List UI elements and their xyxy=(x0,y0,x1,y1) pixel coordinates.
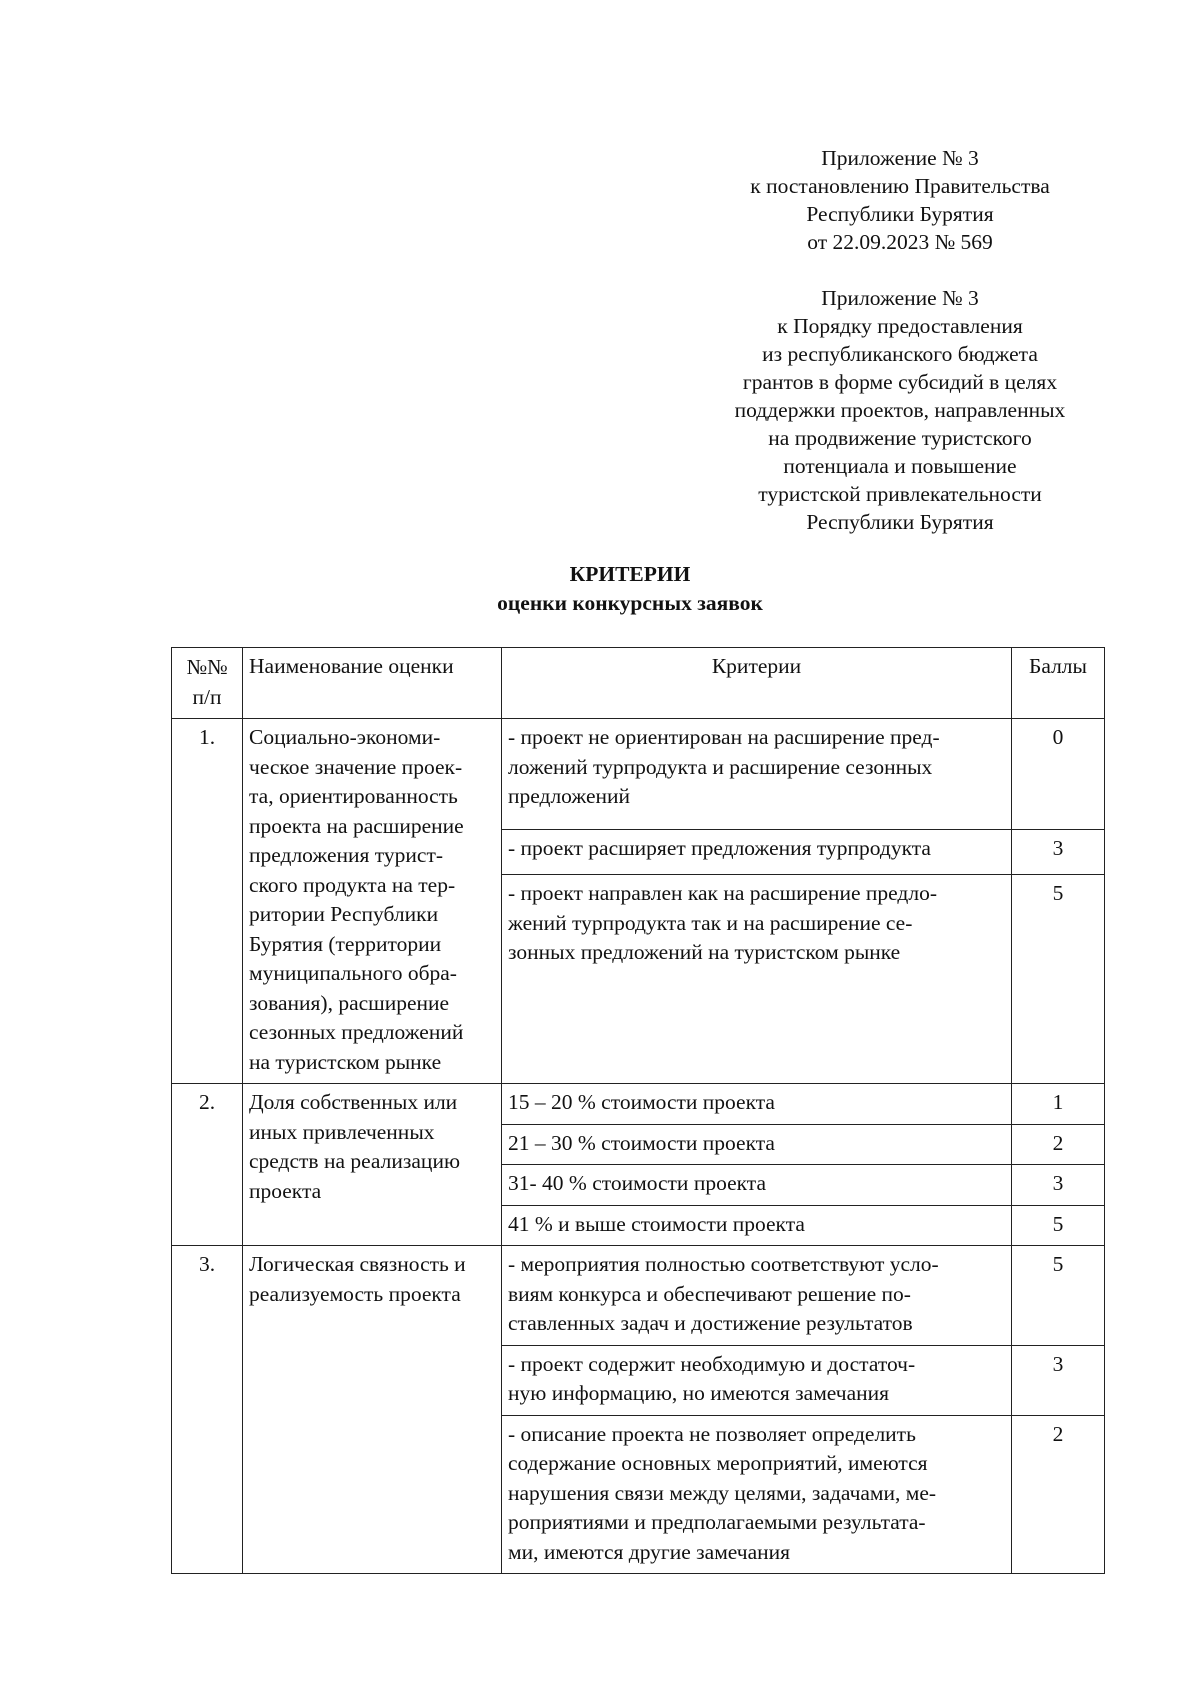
score-value: 3 xyxy=(1012,1345,1105,1415)
score-value: 5 xyxy=(1012,1246,1105,1346)
row-number: 2. xyxy=(172,1084,243,1246)
score-value: 1 xyxy=(1012,1084,1105,1125)
criterion-text: 41 % и выше стоимости проекта xyxy=(502,1205,1012,1246)
score-value: 3 xyxy=(1012,1165,1105,1206)
score-value: 2 xyxy=(1012,1124,1105,1165)
table-header-row xyxy=(172,648,1105,719)
score-value: 3 xyxy=(1012,829,1105,874)
criterion-text: - мероприятия полностью соответствуют усло- виям конкурса и обеспечивают решение по- ставленных задач и достижение результатов xyxy=(502,1246,1012,1346)
row-number: 3. xyxy=(172,1246,243,1574)
table-row xyxy=(172,1084,1105,1125)
criterion-text: - проект содержит необходимую и достаточ- ную информацию, но имеются замечания xyxy=(502,1345,1012,1415)
criterion-text: - проект направлен как на расширение предло- жений турпродукта так и на расширение се- зонных предложений на туристском рынке xyxy=(502,875,1012,1084)
table-row xyxy=(172,719,1105,830)
score-value: 2 xyxy=(1012,1415,1105,1574)
document-title-block xyxy=(0,560,1200,618)
evaluation-name: Доля собственных или иных привлеченных средств на реализацию проекта xyxy=(243,1084,502,1246)
appendix-line: Приложение № 3 xyxy=(821,146,979,170)
criterion-text: - проект не ориентирован на расширение пред- ложений турпродукта и расширение сезонных предложений xyxy=(502,719,1012,830)
appendix-line: к постановлению Правительства xyxy=(750,174,1050,198)
appendix-header-procedure xyxy=(700,284,1100,536)
appendix-line: туристской привлекательности xyxy=(758,482,1042,506)
table-row xyxy=(172,1246,1105,1346)
document-subtitle: оценки конкурсных заявок xyxy=(497,591,763,615)
score-value: 0 xyxy=(1012,719,1105,830)
document-title: КРИТЕРИИ xyxy=(569,562,691,586)
appendix-header-government-decree xyxy=(700,144,1100,256)
evaluation-name: Социально-экономи- ческое значение проек- та, ориентированность проекта на расширение предложения турист- ского продукта на тер- ритории Республики Бурятия (территории муниципального обра- зования), расширение сезонных предложений на туристском рынке xyxy=(243,719,502,1084)
appendix-line: Республики Бурятия xyxy=(806,202,994,226)
score-value: 5 xyxy=(1012,1205,1105,1246)
appendix-line: поддержки проектов, направленных xyxy=(734,398,1066,422)
criterion-text: 21 – 30 % стоимости проекта xyxy=(502,1124,1012,1165)
appendix-line: грантов в форме субсидий в целях xyxy=(742,370,1058,394)
evaluation-name: Логическая связность и реализуемость проекта xyxy=(243,1246,502,1574)
row-number: 1. xyxy=(172,719,243,1084)
header-score: Баллы xyxy=(1012,648,1105,719)
appendix-line: Республики Бурятия xyxy=(806,510,994,534)
appendix-line: от 22.09.2023 № 569 xyxy=(807,230,993,254)
appendix-line: потенциала и повышение xyxy=(783,454,1017,478)
appendix-line: на продвижение туристского xyxy=(768,426,1032,450)
score-value: 5 xyxy=(1012,875,1105,1084)
criterion-text: 31- 40 % стоимости проекта xyxy=(502,1165,1012,1206)
criterion-text: - проект расширяет предложения турпродукта xyxy=(502,829,1012,874)
appendix-line: из республиканского бюджета xyxy=(762,342,1038,366)
criterion-text: - описание проекта не позволяет определить содержание основных мероприятий, имеются нарушения связи между целями, задачами, ме- роприятиями и предполагаемыми результата- ми, имеются другие замечания xyxy=(502,1415,1012,1574)
header-criteria: Критерии xyxy=(502,648,1012,719)
criterion-text: 15 – 20 % стоимости проекта xyxy=(502,1084,1012,1125)
criteria-table xyxy=(171,647,1105,1574)
appendix-line: к Порядку предоставления xyxy=(777,314,1023,338)
header-name: Наименование оценки xyxy=(243,648,502,719)
header-number: №№ п/п xyxy=(172,648,243,719)
appendix-line: Приложение № 3 xyxy=(821,286,979,310)
